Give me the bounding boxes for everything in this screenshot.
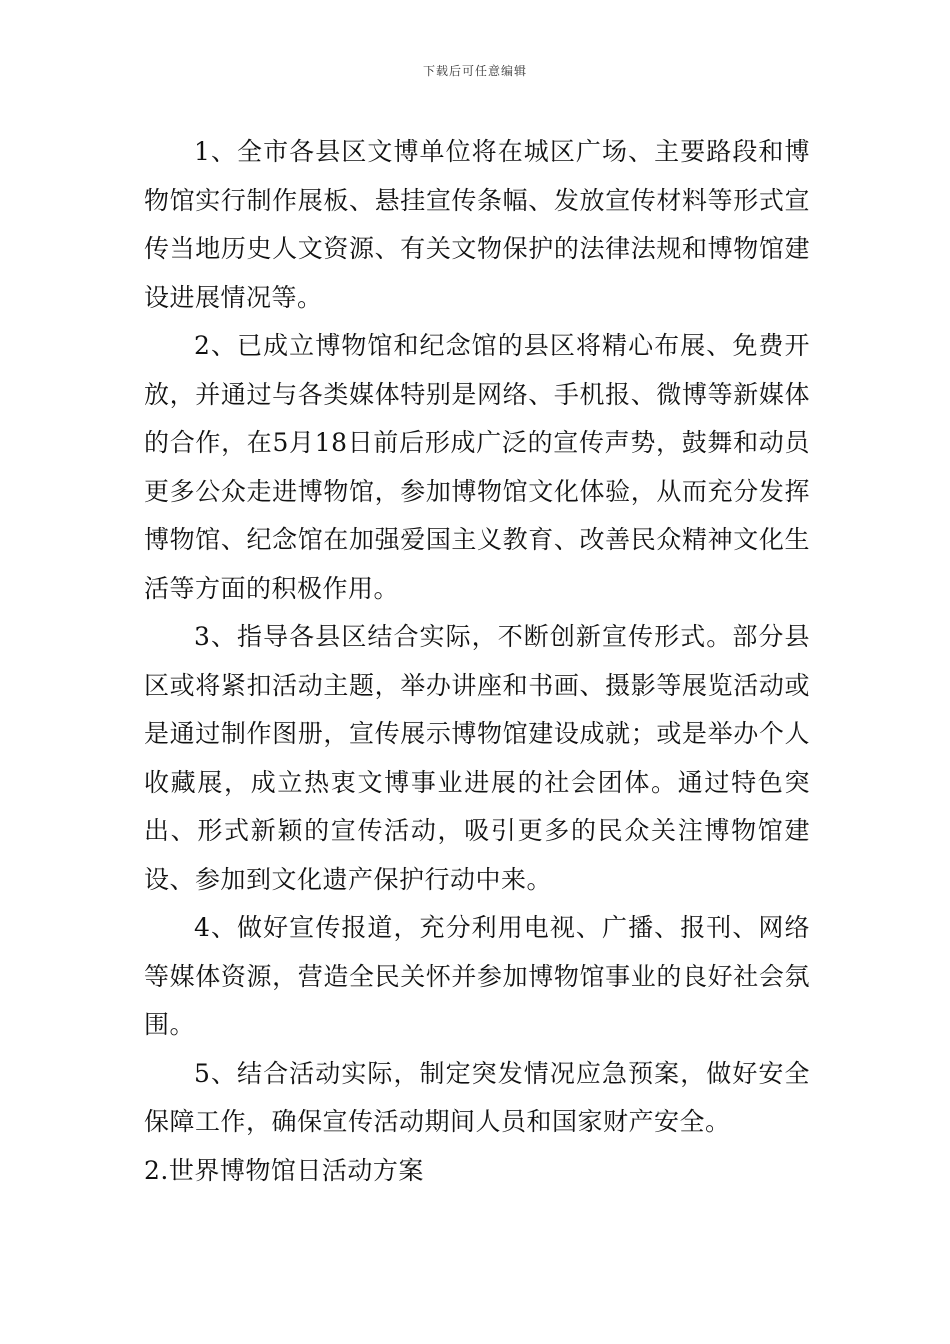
paragraph-4: 4、做好宣传报道，充分利用电视、广播、报刊、网络等媒体资源，营造全民关怀并参加博物馆事业的良好社会氛围。	[144, 913, 810, 1039]
paragraph-1: 1、全市各县区文博单位将在城区广场、主要路段和博物馆实行制作展板、悬挂宣传条幅、发放宣传材料等形式宣传当地历史人文资源、有关文物保护的法律法规和博物馆建设进展情况等。	[144, 137, 810, 312]
section-heading: 2.世界博物馆日活动方案	[144, 1155, 424, 1185]
paragraph-3: 3、指导各县区结合实际，不断创新宣传形式。部分县区或将紧扣活动主题，举办讲座和书画、摄影等展览活动或是通过制作图册，宣传展示博物馆建设成就；或是举办个人收藏展，成立热衷文博事业进展的社会团体。通过特色突出、形式新颖的宣传活动，吸引更多的民众关注博物馆建设、参加到文化遗产保护行动中来。	[144, 622, 810, 894]
document-body	[144, 128, 810, 1195]
paragraph-2: 2、已成立博物馆和纪念馆的县区将精心布展、免费开放，并通过与各类媒体特别是网络、手机报、微博等新媒体的合作，在5月18日前后形成广泛的宣传声势，鼓舞和动员更多公众走进博物馆，参加博物馆文化体验，从而充分发挥博物馆、纪念馆在加强爱国主义教育、改善民众精神文化生活等方面的积极作用。	[144, 331, 810, 603]
paragraph-5: 5、结合活动实际，制定突发情况应急预案，做好安全保障工作，确保宣传活动期间人员和国家财产安全。	[144, 1058, 810, 1136]
page-header-note: 下载后可任意编辑	[422, 64, 527, 78]
